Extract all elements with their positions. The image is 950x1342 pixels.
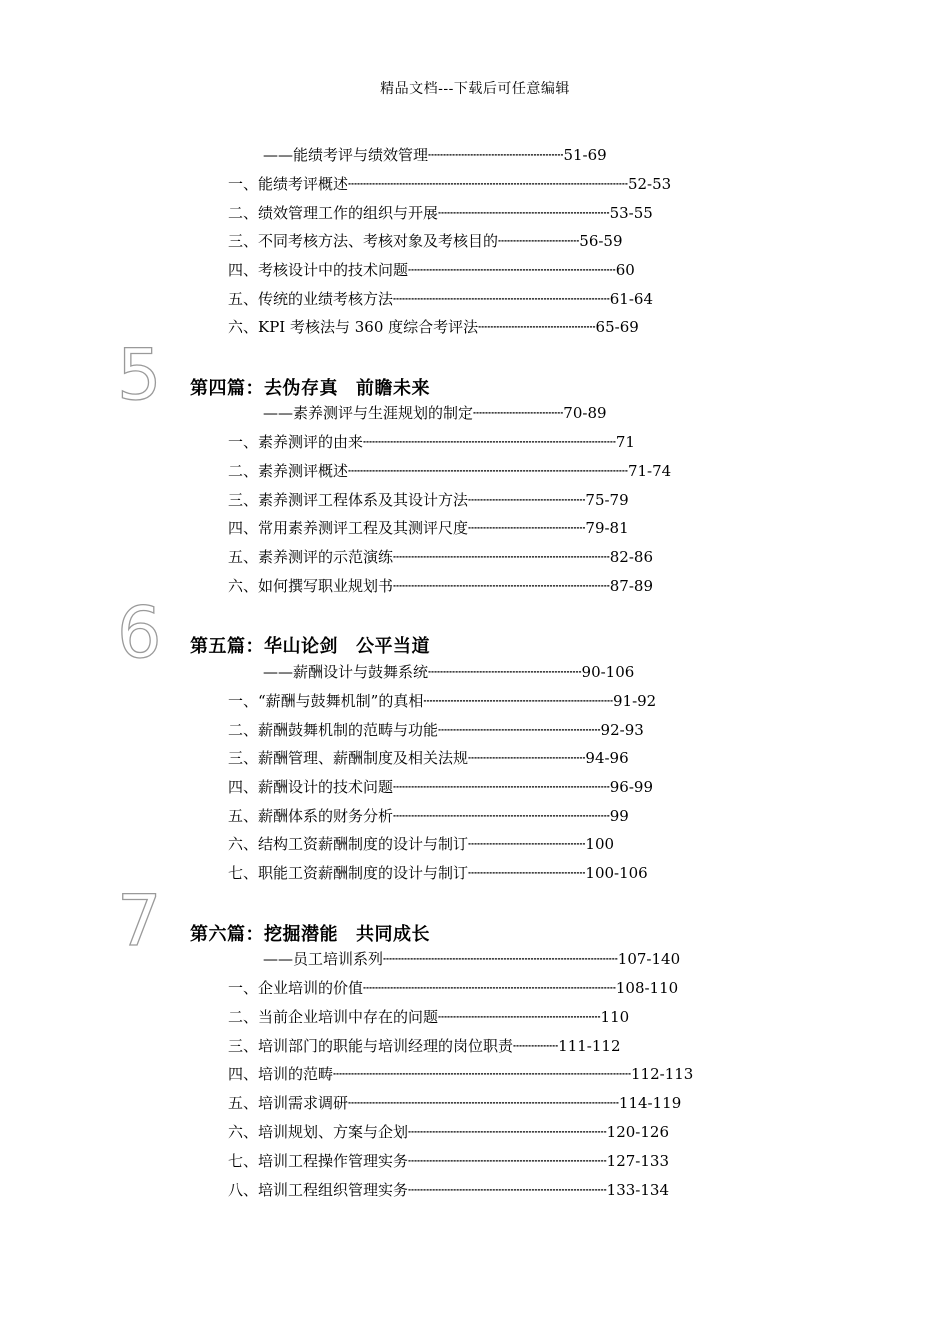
section-subtitle: ——素养测评与生涯规划的制定┄┄┄┄┄┄┄┄┄┄70-89 (263, 404, 607, 422)
section-subtitle: ——能绩考评与绩效管理┄┄┄┄┄┄┄┄┄┄┄┄┄┄┄51-69 (263, 146, 607, 164)
part-title-main: 第四篇：去伪存真 (190, 378, 338, 399)
section-subtitle: ——薪酬设计与鼓舞系统┄┄┄┄┄┄┄┄┄┄┄┄┄┄┄┄┄90-106 (263, 663, 635, 681)
toc-item: 七、培训工程操作管理实务┄┄┄┄┄┄┄┄┄┄┄┄┄┄┄┄┄┄┄┄┄┄127-133 (228, 1152, 670, 1170)
toc-item: 六、KPI 考核法与 360 度综合考评法┄┄┄┄┄┄┄┄┄┄┄┄┄65-69 (228, 318, 639, 336)
part-title-tail: 共同成长 (356, 924, 430, 945)
toc-item: 一、企业培训的价值┄┄┄┄┄┄┄┄┄┄┄┄┄┄┄┄┄┄┄┄┄┄┄┄┄┄┄┄108-110 (228, 979, 679, 997)
toc-item: 四、培训的范畴┄┄┄┄┄┄┄┄┄┄┄┄┄┄┄┄┄┄┄┄┄┄┄┄┄┄┄┄┄┄┄┄┄112-113 (228, 1065, 694, 1083)
toc-item: 四、考核设计中的技术问题┄┄┄┄┄┄┄┄┄┄┄┄┄┄┄┄┄┄┄┄┄┄┄60 (228, 261, 635, 279)
part-title-tail: 前瞻未来 (356, 378, 430, 399)
part-title-tail: 公平当道 (356, 636, 430, 657)
toc-item: 六、培训规划、方案与企划┄┄┄┄┄┄┄┄┄┄┄┄┄┄┄┄┄┄┄┄┄┄120-126 (228, 1123, 670, 1141)
part-title-main: 第五篇：华山论剑 (190, 636, 338, 657)
toc-item: 三、培训部门的职能与培训经理的岗位职责┄┄┄┄┄111-112 (228, 1037, 621, 1055)
toc-item: 六、结构工资薪酬制度的设计与制订┄┄┄┄┄┄┄┄┄┄┄┄┄100 (228, 835, 615, 853)
chapter-number: 7 (117, 880, 162, 962)
toc-item: 五、培训需求调研┄┄┄┄┄┄┄┄┄┄┄┄┄┄┄┄┄┄┄┄┄┄┄┄┄┄┄┄┄┄114-119 (228, 1094, 682, 1112)
toc-item: 二、绩效管理工作的组织与开展┄┄┄┄┄┄┄┄┄┄┄┄┄┄┄┄┄┄┄53-55 (228, 204, 653, 222)
chapter-number: 6 (117, 592, 162, 674)
part-title (190, 632, 430, 658)
toc-item: 一、“薪酬与鼓舞机制”的真相┄┄┄┄┄┄┄┄┄┄┄┄┄┄┄┄┄┄┄┄┄91-92 (228, 692, 657, 710)
toc-item: 六、如何撰写职业规划书┄┄┄┄┄┄┄┄┄┄┄┄┄┄┄┄┄┄┄┄┄┄┄┄87-89 (228, 577, 653, 595)
toc-item: 二、薪酬鼓舞机制的范畴与功能┄┄┄┄┄┄┄┄┄┄┄┄┄┄┄┄┄┄92-93 (228, 721, 644, 739)
part-title (190, 920, 430, 946)
toc-item: 三、不同考核方法、考核对象及考核目的┄┄┄┄┄┄┄┄┄56-59 (228, 232, 623, 250)
toc-item: 二、素养测评概述┄┄┄┄┄┄┄┄┄┄┄┄┄┄┄┄┄┄┄┄┄┄┄┄┄┄┄┄┄┄┄71-74 (228, 462, 672, 480)
toc-item: 三、薪酬管理、薪酬制度及相关法规┄┄┄┄┄┄┄┄┄┄┄┄┄94-96 (228, 749, 629, 767)
toc-item: 七、职能工资薪酬制度的设计与制订┄┄┄┄┄┄┄┄┄┄┄┄┄100-106 (228, 864, 648, 882)
part-title (190, 374, 430, 400)
part-title-main: 第六篇：挖掘潜能 (190, 924, 338, 945)
chapter-number: 5 (117, 334, 162, 416)
toc-item: 二、当前企业培训中存在的问题┄┄┄┄┄┄┄┄┄┄┄┄┄┄┄┄┄┄110 (228, 1008, 630, 1026)
toc-item: 八、培训工程组织管理实务┄┄┄┄┄┄┄┄┄┄┄┄┄┄┄┄┄┄┄┄┄┄133-134 (228, 1181, 670, 1199)
toc-item: 四、薪酬设计的技术问题┄┄┄┄┄┄┄┄┄┄┄┄┄┄┄┄┄┄┄┄┄┄┄┄96-99 (228, 778, 653, 796)
toc-item: 五、传统的业绩考核方法┄┄┄┄┄┄┄┄┄┄┄┄┄┄┄┄┄┄┄┄┄┄┄┄61-64 (228, 290, 653, 308)
toc-item: 五、薪酬体系的财务分析┄┄┄┄┄┄┄┄┄┄┄┄┄┄┄┄┄┄┄┄┄┄┄┄99 (228, 807, 629, 825)
toc-item: 一、素养测评的由来┄┄┄┄┄┄┄┄┄┄┄┄┄┄┄┄┄┄┄┄┄┄┄┄┄┄┄┄71 (228, 433, 635, 451)
toc-item: 一、能绩考评概述┄┄┄┄┄┄┄┄┄┄┄┄┄┄┄┄┄┄┄┄┄┄┄┄┄┄┄┄┄┄┄52-53 (228, 175, 672, 193)
toc-item: 四、常用素养测评工程及其测评尺度┄┄┄┄┄┄┄┄┄┄┄┄┄79-81 (228, 519, 629, 537)
page-header: 精品文档---下载后可任意编辑 (380, 81, 570, 97)
toc-item: 五、素养测评的示范演练┄┄┄┄┄┄┄┄┄┄┄┄┄┄┄┄┄┄┄┄┄┄┄┄82-86 (228, 548, 653, 566)
toc-item: 三、素养测评工程体系及其设计方法┄┄┄┄┄┄┄┄┄┄┄┄┄75-79 (228, 491, 629, 509)
section-subtitle: ——员工培训系列┄┄┄┄┄┄┄┄┄┄┄┄┄┄┄┄┄┄┄┄┄┄┄┄┄┄107-140 (263, 950, 681, 968)
